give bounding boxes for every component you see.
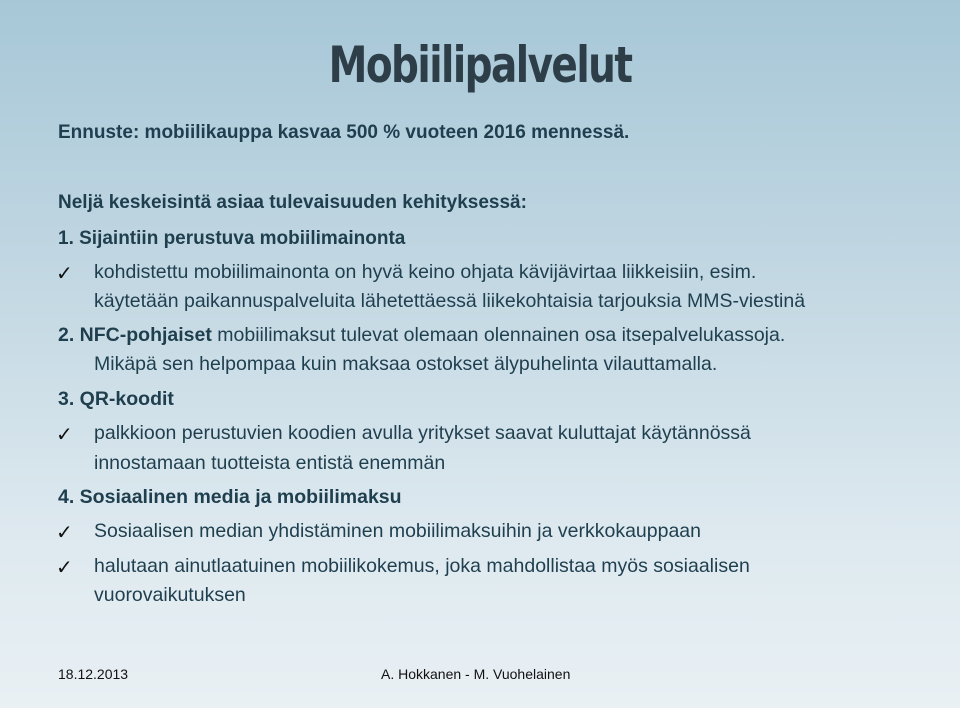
- section-3-heading: 3. QR-koodit: [58, 388, 174, 410]
- section-2-line2: Mikäpä sen helpompaa kuin maksaa ostokset älypuhelinta vilauttamalla.: [94, 353, 718, 375]
- check-icon: ✓: [56, 422, 73, 446]
- bullet-text-continued: innostamaan tuotteista entistä enemmän: [94, 452, 446, 474]
- check-icon: ✓: [56, 555, 73, 579]
- bullet-text-continued: käytetään paikannuspalveluita lähetettäessä liikekohtaisia tarjouksia MMS-viestinä: [94, 290, 806, 312]
- forecast-text: Ennuste: mobiilikauppa kasvaa 500 % vuoteen 2016 mennessä.: [58, 122, 630, 143]
- section-2-text: [58, 324, 785, 347]
- bullet-text-continued: vuorovaikutuksen: [94, 584, 246, 606]
- bullet-text: palkkioon perustuvien koodien avulla yritykset saavat kuluttajat käytännössä: [94, 422, 751, 444]
- section-1-heading: 1. Sijaintiin perustuva mobiilimainonta: [58, 228, 406, 249]
- footer-date: 18.12.2013: [58, 666, 129, 682]
- section-4-heading: 4. Sosiaalinen media ja mobiilimaksu: [58, 486, 402, 508]
- bullet-text: halutaan ainutlaatuinen mobiilikokemus, joka mahdollistaa myös sosiaalisen: [94, 555, 750, 577]
- check-icon: ✓: [56, 261, 73, 285]
- section-2-rest: mobiilimaksut tulevat olemaan olennainen osa itsepalvelukassoja.: [211, 324, 786, 346]
- check-icon: ✓: [56, 520, 73, 544]
- section-2-heading: 2. NFC-pohjaiset: [58, 324, 212, 346]
- bullet-text: Sosiaalisen median yhdistäminen mobiilimaksuihin ja verkkokauppaan: [94, 520, 701, 542]
- footer-authors: A. Hokkanen - M. Vuohelainen: [381, 666, 571, 682]
- slide-title: Mobiilipalvelut: [328, 36, 632, 94]
- intro-text: Neljä keskeisintä asiaa tulevaisuuden kehityksessä:: [58, 192, 527, 213]
- bullet-text: kohdistettu mobiilimainonta on hyvä keino ohjata kävijävirtaa liikkeisiin, esim.: [94, 261, 757, 283]
